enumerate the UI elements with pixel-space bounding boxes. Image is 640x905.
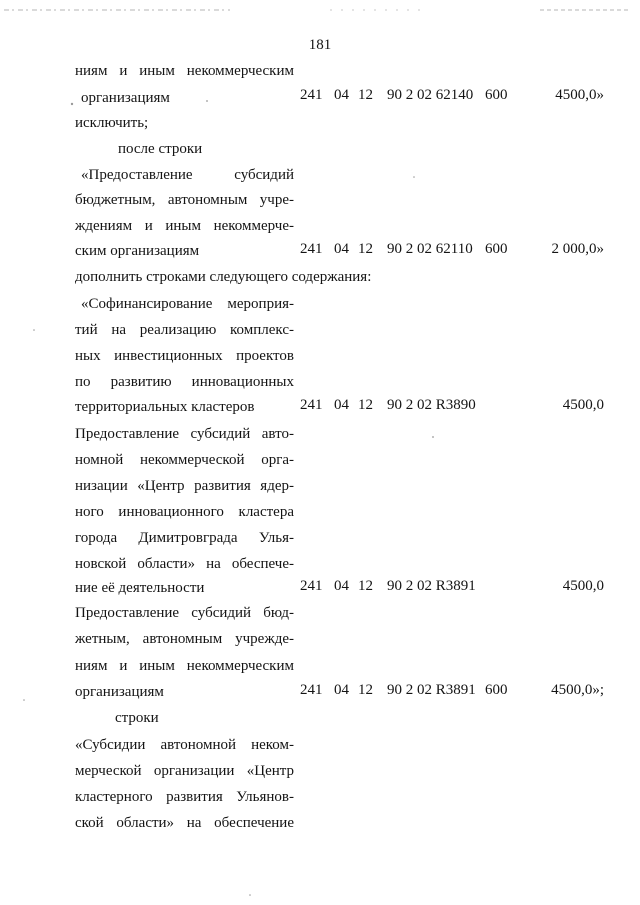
text-line: ниям и иным некоммерческим: [75, 658, 294, 674]
code-vr: 600: [485, 87, 508, 103]
text-line: ных инвестиционных проектов: [75, 348, 294, 364]
text-line: после строки: [118, 141, 203, 157]
code-grbs: 241: [300, 578, 323, 594]
text-line: Предоставление субсидий бюд-: [75, 605, 294, 621]
text-line: ской области» на обеспечение: [75, 815, 294, 831]
amount: 2 000,0»: [551, 241, 604, 257]
code-rz: 04: [334, 87, 349, 103]
amount: 4500,0: [562, 578, 604, 594]
text-line: «Субсидии автономной неком-: [75, 737, 294, 753]
amount: 4500,0»;: [551, 682, 604, 698]
text-line: дополнить строками следующего содержания:: [75, 269, 372, 285]
code-grbs: 241: [300, 87, 323, 103]
text-line: ниям и иным некоммерческим: [75, 63, 294, 79]
code-rz: 04: [334, 682, 349, 698]
code-pr: 12: [358, 578, 373, 594]
amount: 4500,0: [562, 397, 604, 413]
text-line: новской области» на обеспече-: [75, 556, 294, 572]
code-grbs: 241: [300, 682, 323, 698]
code-rz: 04: [334, 578, 349, 594]
code-csr: 90 2 02 R3890: [387, 397, 476, 413]
code-grbs: 241: [300, 397, 323, 413]
code-csr: 90 2 02 62110: [387, 241, 473, 257]
code-csr: 90 2 02 R3891: [387, 682, 476, 698]
text-line: «Софинансирование мероприя-: [81, 296, 294, 312]
text-line: номной некоммерческой орга-: [75, 452, 294, 468]
code-rz: 04: [334, 397, 349, 413]
code-csr: 90 2 02 62140: [387, 87, 474, 103]
text-line: по развитию инновационных: [75, 374, 294, 390]
text-line: строки: [115, 710, 159, 726]
code-rz: 04: [334, 241, 349, 257]
text-line: города Димитровграда Улья-: [75, 530, 294, 546]
text-line: «Предоставление субсидий: [81, 167, 294, 183]
text-line: организациям: [81, 90, 170, 106]
code-grbs: 241: [300, 241, 323, 257]
text-line: мерческой организации «Центр: [75, 763, 294, 779]
text-line: ждениям и иным некоммерче-: [75, 218, 294, 234]
text-line: ного инновационного кластера: [75, 504, 294, 520]
code-pr: 12: [358, 397, 373, 413]
code-pr: 12: [358, 682, 373, 698]
text-line: кластерного развития Ульянов-: [75, 789, 294, 805]
text-line: исключить;: [75, 115, 149, 131]
text-line: тий на реализацию комплекс-: [75, 322, 294, 338]
text-line: ние её деятельности: [75, 580, 205, 596]
amount: 4500,0»: [555, 87, 604, 103]
code-vr: 600: [485, 682, 508, 698]
code-pr: 12: [358, 87, 373, 103]
text-line: низации «Центр развития ядер-: [75, 478, 294, 494]
text-line: ским организациям: [75, 243, 200, 259]
text-line: Предоставление субсидий авто-: [75, 426, 294, 442]
code-vr: 600: [485, 241, 508, 257]
code-csr: 90 2 02 R3891: [387, 578, 476, 594]
text-line: жетным, автономным учрежде-: [75, 631, 294, 647]
page-number: 181: [308, 37, 332, 53]
text-line: бюджетным, автономным учре-: [75, 192, 294, 208]
code-pr: 12: [358, 241, 373, 257]
text-line: территориальных кластеров: [75, 399, 255, 415]
text-line: организациям: [75, 684, 164, 700]
